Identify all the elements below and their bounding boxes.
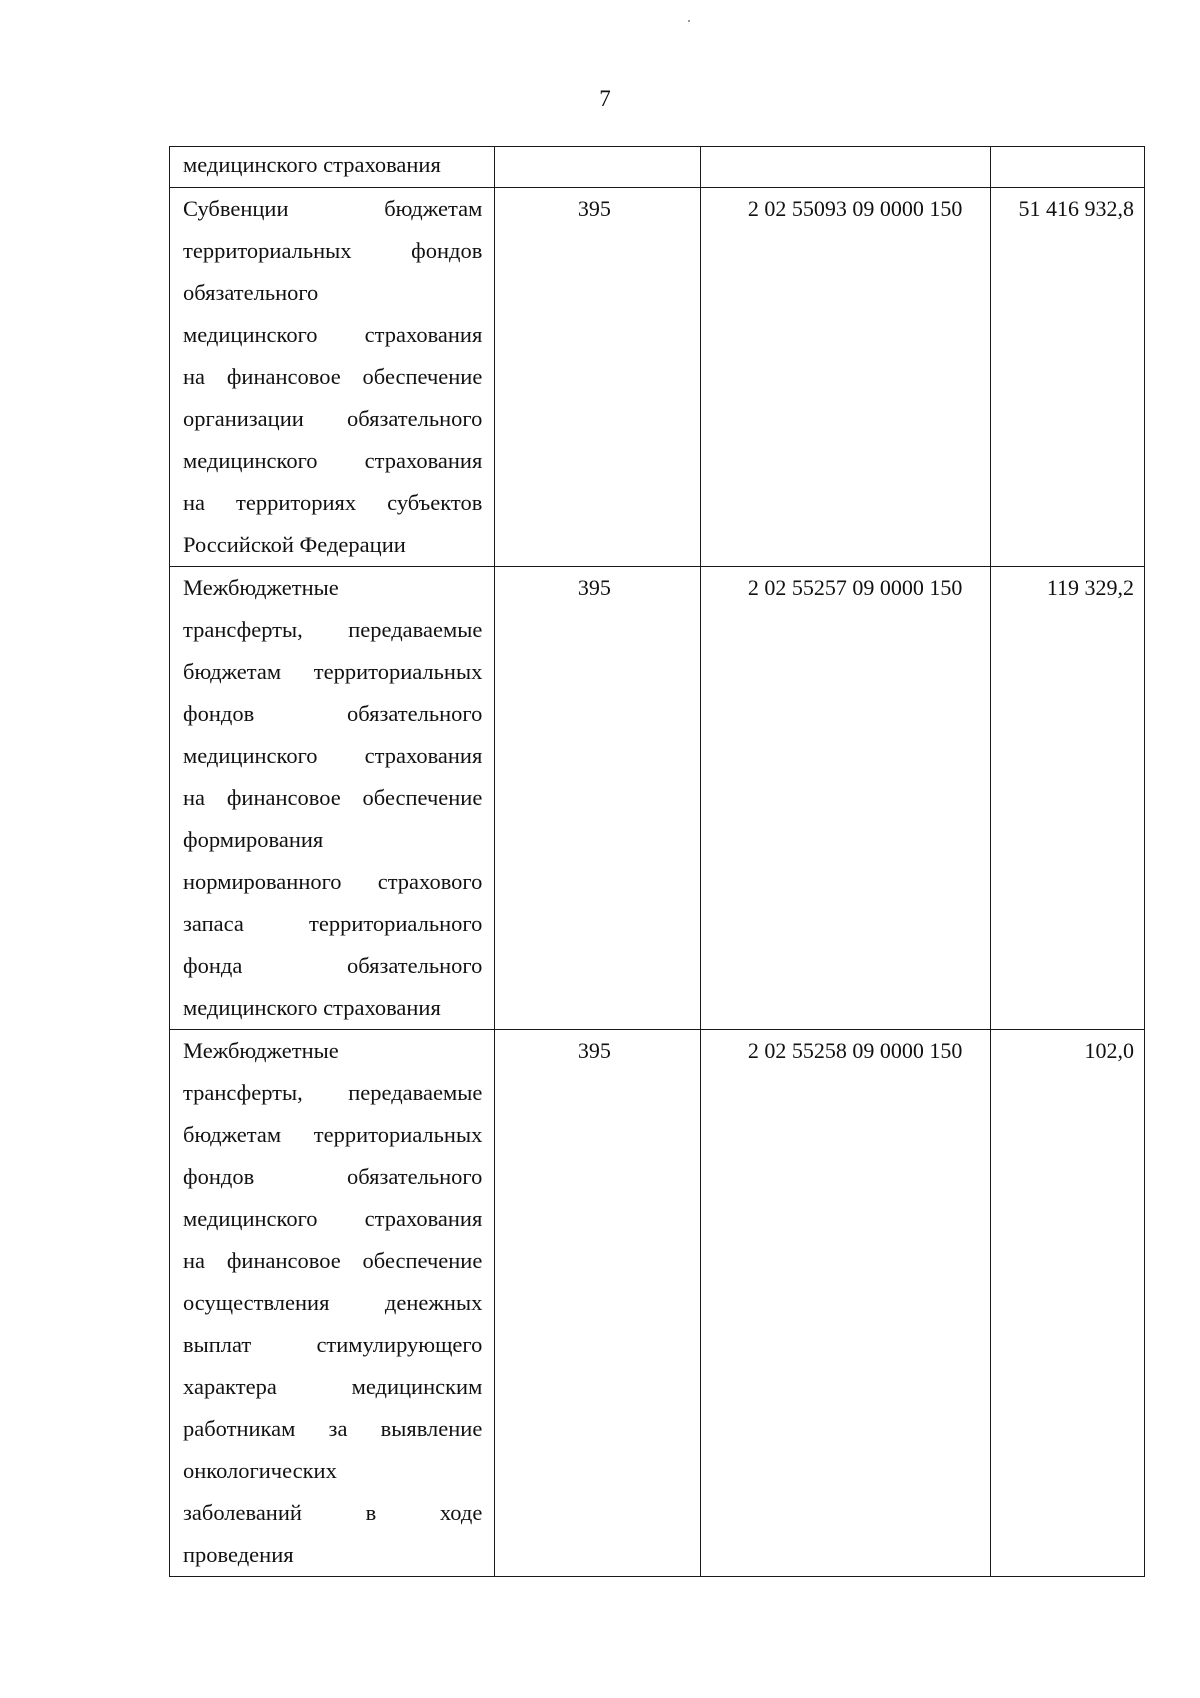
row-name-cell [170, 1030, 495, 1577]
budget-code-cell: 2 02 55257 09 0000 150 [700, 567, 990, 1030]
name-line: фонда обязательного [183, 953, 483, 978]
name-line: характера медицинским [183, 1374, 483, 1399]
name-line: на финансовое обеспечение [183, 1248, 483, 1273]
table-body [170, 147, 1145, 1577]
name-line: трансферты, передаваемые [183, 1080, 483, 1105]
admin-code-cell [495, 147, 700, 188]
name-line: территориальных фондов [183, 238, 483, 263]
name-line: обязательного [183, 280, 319, 305]
name-line: заболеваний в ходе [183, 1500, 483, 1525]
name-line: фондов обязательного [183, 1164, 483, 1189]
name-line: бюджетам территориальных [183, 1122, 483, 1147]
budget-revenue-table [169, 146, 1145, 1577]
name-line: Межбюджетные [183, 1038, 339, 1063]
budget-code-cell [700, 147, 990, 188]
name-line: выплат стимулирующего [183, 1332, 483, 1357]
budget-code-cell: 2 02 55093 09 0000 150 [700, 188, 990, 567]
admin-code-cell: 395 [495, 1030, 700, 1577]
name-line: медицинского страхования [183, 995, 441, 1020]
name-line: на финансовое обеспечение [183, 364, 483, 389]
name-line: работникам за выявление [183, 1416, 483, 1441]
name-line: фондов обязательного [183, 701, 483, 726]
name-line: нормированного страхового [183, 869, 483, 894]
name-line: на территориях субъектов [183, 490, 483, 515]
name-line: организации обязательного [183, 406, 483, 431]
row-name-cell [170, 147, 495, 188]
amount-cell: 119 329,2 [990, 567, 1144, 1030]
name-line: медицинского страхования [183, 448, 483, 473]
table-row [170, 147, 1145, 188]
admin-code-cell: 395 [495, 567, 700, 1030]
name-line: медицинского страхования [183, 152, 441, 177]
name-line: проведения [183, 1542, 294, 1567]
name-line: Межбюджетные [183, 575, 339, 600]
table-row [170, 1030, 1145, 1577]
row-name-cell [170, 188, 495, 567]
name-line: Российской Федерации [183, 532, 406, 557]
table-row [170, 188, 1145, 567]
name-line: медицинского страхования [183, 322, 483, 347]
name-line: формирования [183, 827, 324, 852]
page-number: 7 [599, 86, 611, 111]
name-line: медицинского страхования [183, 743, 483, 768]
scan-artifact-dot [688, 20, 690, 22]
name-line: Субвенции бюджетам [183, 196, 483, 221]
name-line: осуществления денежных [183, 1290, 483, 1315]
name-line: онкологических [183, 1458, 337, 1483]
name-line: запаса территориального [183, 911, 483, 936]
name-line: бюджетам территориальных [183, 659, 483, 684]
name-line: на финансовое обеспечение [183, 785, 483, 810]
amount-cell: 51 416 932,8 [990, 188, 1144, 567]
amount-cell [990, 147, 1144, 188]
amount-cell: 102,0 [990, 1030, 1144, 1577]
name-line: трансферты, передаваемые [183, 617, 483, 642]
admin-code-cell: 395 [495, 188, 700, 567]
name-line: медицинского страхования [183, 1206, 483, 1231]
table-row [170, 567, 1145, 1030]
row-name-cell [170, 567, 495, 1030]
budget-code-cell: 2 02 55258 09 0000 150 [700, 1030, 990, 1577]
